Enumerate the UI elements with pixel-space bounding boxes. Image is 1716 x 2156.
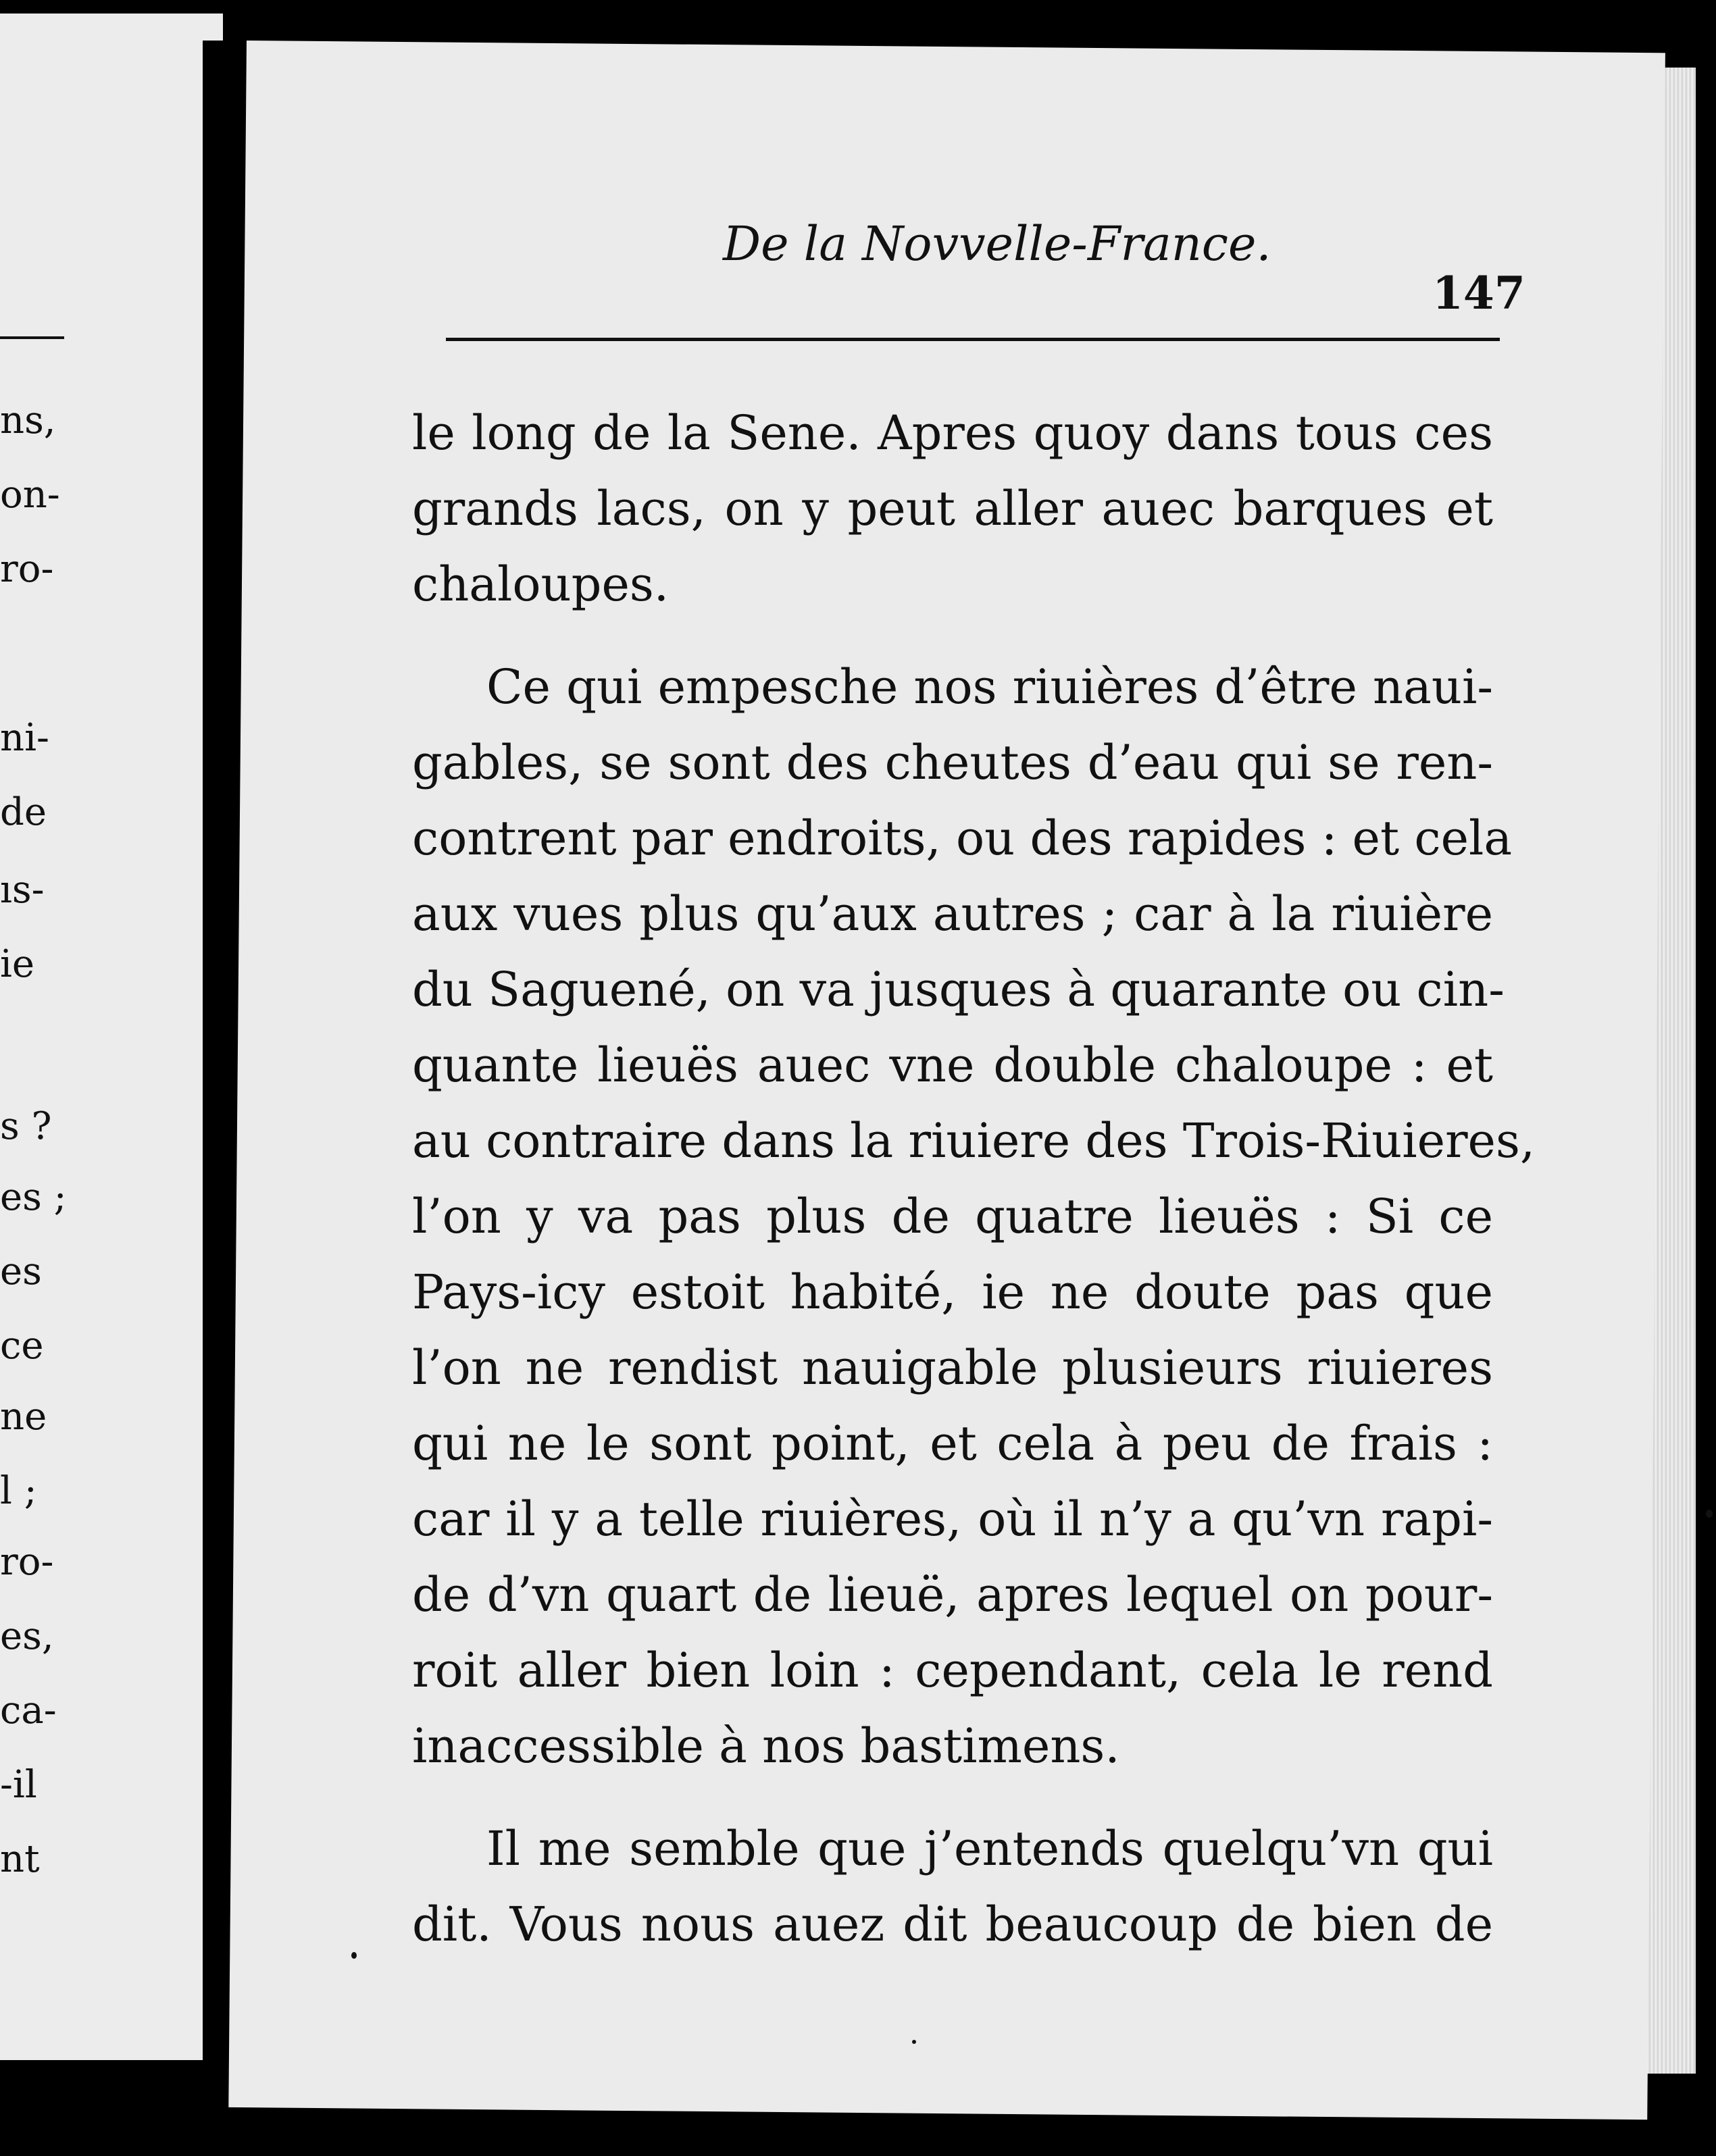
- text-line: Il me semble que j’entends quelqu’vn qui: [486, 1821, 1493, 1876]
- left-fragment: l ;: [0, 1469, 37, 1513]
- text-line: aux vues plus qu’aux autres ; car à la riuière: [412, 886, 1493, 942]
- left-page: [0, 14, 223, 2060]
- text-line: chaloupes.: [412, 557, 670, 612]
- left-fragment: ie: [0, 942, 35, 986]
- text-line: grands lacs, on y peut aller auec barques et: [412, 481, 1493, 536]
- text-line: Pays-icy estoit habité, ie ne doute pas que: [412, 1264, 1493, 1320]
- text-line: roit aller bien loin : cependant, cela le rend: [412, 1643, 1493, 1698]
- text-line: car il y a telle riuières, où il n’y a qu’vn rapi-: [412, 1491, 1493, 1547]
- left-fragment: ıs-: [0, 868, 45, 912]
- left-fragment: es,: [0, 1614, 54, 1658]
- left-fragment: ns,: [0, 399, 56, 442]
- left-fragment: ro-: [0, 547, 54, 591]
- body-text: [412, 395, 1536, 1962]
- left-fragment: nt: [0, 1837, 40, 1881]
- paragraph: [412, 1811, 1493, 1962]
- paragraph-gap: [412, 1784, 1493, 1811]
- text-line: gables, se sont des cheutes d’eau qui se ren-: [412, 735, 1493, 790]
- text-line: au contraire dans la riuiere des Trois-Riuieres,: [412, 1113, 1536, 1169]
- left-fragment: es: [0, 1250, 42, 1293]
- left-fragment: ne: [0, 1395, 47, 1439]
- text-line: de d’vn quart de lieuë, apres lequel on pour-: [412, 1567, 1493, 1622]
- left-fragment: es ;: [0, 1175, 67, 1219]
- ink-speck: [351, 1952, 357, 1959]
- left-fragment: de: [0, 790, 47, 834]
- text-line: l’on y va pas plus de quatre lieuës : Si ce: [412, 1189, 1493, 1244]
- left-page-rule: [0, 336, 64, 339]
- left-fragment: s ?: [0, 1104, 52, 1148]
- ink-speck: [1706, 1510, 1713, 1518]
- paragraph: [412, 649, 1536, 1784]
- paragraph-gap: [412, 622, 1493, 649]
- left-fragment: ni-: [0, 716, 49, 760]
- book-gutter: [203, 41, 223, 2067]
- text-line: du Saguené, on va jusques à quarante ou cin-: [412, 962, 1505, 1017]
- left-fragment: ro-: [0, 1540, 54, 1584]
- running-head: De la Novvelle-France.: [723, 216, 1271, 272]
- text-line: le long de la Sene. Apres quoy dans tous ces: [412, 405, 1493, 461]
- header-rule: [446, 338, 1500, 341]
- paragraph: [412, 395, 1493, 622]
- left-fragment: ce: [0, 1324, 44, 1368]
- text-line: quante lieuës auec vne double chaloupe : et: [412, 1037, 1493, 1093]
- text-line: contrent par endroits, ou des rapides : et cela: [412, 811, 1513, 866]
- text-line: inaccessible à nos bastimens.: [412, 1718, 1120, 1774]
- text-line: qui ne le sont point, et cela à peu de frais :: [412, 1416, 1493, 1471]
- left-fragment: ca-: [0, 1689, 57, 1732]
- left-fragment: on-: [0, 473, 60, 517]
- left-fragment: -il: [0, 1763, 37, 1807]
- page-number: 147: [1432, 267, 1525, 319]
- text-line: l’on ne rendist nauigable plusieurs riuieres: [412, 1340, 1493, 1395]
- text-line: Ce qui empesche nos riuières d’être naui-: [486, 659, 1493, 715]
- text-line: dit. Vous nous auez dit beaucoup de bien de: [412, 1897, 1493, 1952]
- ink-speck: [912, 2040, 916, 2044]
